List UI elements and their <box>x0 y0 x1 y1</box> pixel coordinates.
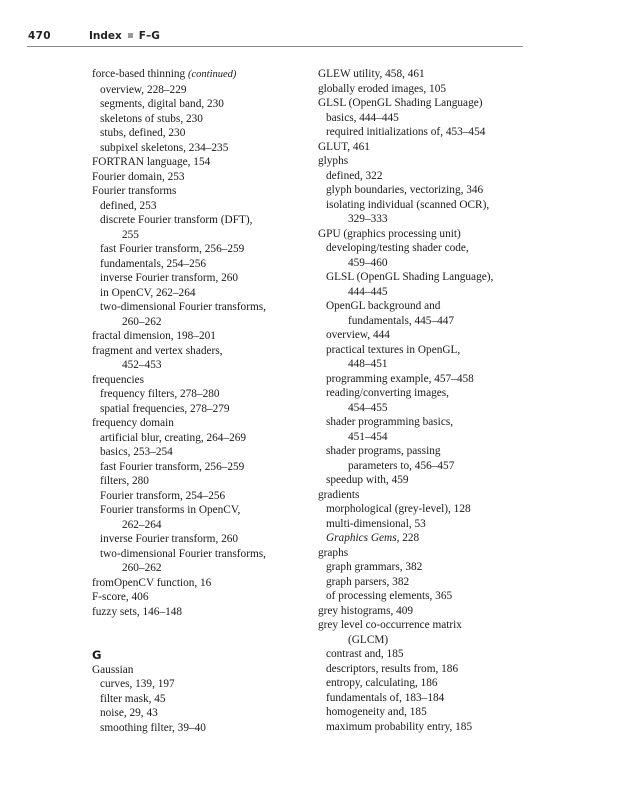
index-entry <box>318 96 528 111</box>
index-entry <box>318 720 528 735</box>
index-entry <box>92 199 307 214</box>
index-entry-text: inverse Fourier transform, 260 <box>100 272 239 284</box>
index-entry <box>318 357 528 372</box>
index-entry <box>318 401 528 416</box>
index-entry <box>92 503 307 518</box>
section-spacer <box>92 619 307 648</box>
index-entry-text: multi-dimensional, 53 <box>326 517 426 530</box>
index-entry-text: in OpenCV, 262–264 <box>100 286 196 299</box>
index-entry-text: 255 <box>122 228 139 241</box>
index-entry-text: 459–460 <box>348 256 388 269</box>
index-entry-text: spatial frequencies, 278–279 <box>100 402 230 415</box>
index-entry <box>318 372 528 387</box>
index-entry <box>318 618 528 633</box>
index-entry-text: contrast and, 185 <box>326 648 404 660</box>
index-entry <box>318 343 528 358</box>
index-entry-text: Fourier transforms <box>92 185 177 197</box>
index-entry <box>92 445 307 460</box>
index-entry-text: frequency domain <box>92 417 174 429</box>
index-entry <box>92 576 307 591</box>
index-entry-text: Fourier transform, 254–256 <box>100 489 226 502</box>
continued-marker: (continued) <box>188 69 237 80</box>
index-entry-text: isolating individual (scanned OCR), <box>326 198 490 211</box>
index-entry-text: parameters to, 456–457 <box>348 459 455 472</box>
index-entry <box>92 706 307 721</box>
index-entry-text: 454–455 <box>348 401 388 414</box>
index-entry-text: stubs, defined, 230 <box>100 127 186 139</box>
index-entry <box>92 315 307 330</box>
index-entry-text: smoothing filter, 39–40 <box>100 721 206 734</box>
index-entry <box>92 358 307 373</box>
index-entry <box>318 82 528 97</box>
index-entry <box>318 212 528 227</box>
index-entry <box>318 314 528 329</box>
index-entry-text: F-score, 406 <box>92 591 149 603</box>
index-entry <box>318 270 528 285</box>
index-entry <box>318 560 528 575</box>
index-entry-text: speedup with, 459 <box>326 474 409 486</box>
index-entry <box>92 387 307 402</box>
index-entry-text: two-dimensional Fourier transforms, <box>100 547 266 560</box>
index-entry <box>92 67 307 83</box>
index-entry <box>318 488 528 503</box>
index-entry <box>318 227 528 242</box>
index-entry-text: 260–262 <box>122 315 162 328</box>
header-section <box>89 30 160 42</box>
index-entry <box>92 460 307 475</box>
index-entry-text: gradients <box>318 488 360 501</box>
index-entry <box>92 141 307 156</box>
running-header <box>27 29 523 47</box>
index-entry-text: 452–453 <box>122 359 162 371</box>
header-section-title: Index <box>89 30 122 42</box>
index-entry <box>318 285 528 300</box>
index-entry-text: fundamentals of, 183–184 <box>326 691 445 704</box>
index-entry <box>92 184 307 199</box>
index-entry-text: developing/testing shader code, <box>326 242 469 254</box>
index-entry <box>318 546 528 561</box>
index-entry-text: morphological (grey-level), 128 <box>326 503 471 515</box>
index-entry-text: two-dimensional Fourier transforms, <box>100 301 266 313</box>
index-entry-text: curves, 139, 197 <box>100 678 175 690</box>
index-entry-text: artificial blur, creating, 264–269 <box>100 431 247 444</box>
index-entry <box>318 256 528 271</box>
index-entry <box>92 126 307 141</box>
index-entry-text: fragment and vertex shaders, <box>92 344 223 357</box>
index-entry-text: grey level co-occurrence matrix <box>318 619 462 631</box>
index-entry <box>318 386 528 401</box>
index-entry-text: GLSL (OpenGL Shading Language), <box>326 271 494 283</box>
header-separator-square <box>128 33 133 38</box>
index-entry-text: force-based thinning <box>92 68 188 80</box>
index-column-right <box>318 67 528 734</box>
index-entry-text: basics, 444–445 <box>326 111 399 124</box>
index-entry <box>92 112 307 127</box>
index-entry-text: fundamentals, 445–447 <box>348 314 455 327</box>
index-entry-text: entropy, calculating, 186 <box>326 677 438 689</box>
index-entry <box>318 473 528 488</box>
index-entry-text: GPU (graphics processing unit) <box>318 227 461 240</box>
index-entry-text: fundamentals, 254–256 <box>100 257 207 270</box>
index-entry-text: homogeneity and, 185 <box>326 706 427 718</box>
index-entry <box>92 547 307 562</box>
index-entry <box>318 198 528 213</box>
letter-heading <box>92 648 307 663</box>
index-entry <box>318 604 528 619</box>
index-entry <box>92 431 307 446</box>
index-entry <box>92 257 307 272</box>
index-entry-text: 262–264 <box>122 518 162 531</box>
index-entry-text: Fourier domain, 253 <box>92 170 185 183</box>
index-entry-text: overview, 228–229 <box>100 83 187 96</box>
index-entry <box>92 97 307 112</box>
index-entry-text: fuzzy sets, 146–148 <box>92 605 183 618</box>
index-entry <box>92 663 307 678</box>
index-entry <box>318 140 528 155</box>
index-entry-text: 448–451 <box>348 358 388 370</box>
index-entry <box>92 474 307 489</box>
index-entry-text: filter mask, 45 <box>100 692 166 705</box>
index-entry <box>318 575 528 590</box>
index-entry <box>318 647 528 662</box>
index-entry <box>92 677 307 692</box>
index-entry <box>92 605 307 620</box>
index-entry-text: fast Fourier transform, 256–259 <box>100 460 245 473</box>
index-entry <box>92 561 307 576</box>
index-entry <box>318 662 528 677</box>
index-entry <box>92 373 307 388</box>
index-entry-text: overview, 444 <box>326 329 390 341</box>
index-entry <box>318 125 528 140</box>
index-entry <box>92 170 307 185</box>
index-entry-text: fast Fourier transform, 256–259 <box>100 243 245 255</box>
index-entry-text: defined, 253 <box>100 199 157 212</box>
index-entry <box>92 692 307 707</box>
index-entry-text: discrete Fourier transform (DFT), <box>100 214 253 226</box>
index-entry-text: grey histograms, 409 <box>318 604 414 617</box>
index-entry-text: 444–445 <box>348 285 388 298</box>
index-entry <box>318 415 528 430</box>
index-entry-text: GLUT, 461 <box>318 140 370 153</box>
index-entry-text: 260–262 <box>122 562 162 574</box>
index-entry-text: inverse Fourier transform, 260 <box>100 533 239 545</box>
index-entry-text: 451–454 <box>348 430 388 443</box>
index-entry <box>318 154 528 169</box>
index-entry <box>92 286 307 301</box>
index-entry-text: frequency filters, 278–280 <box>100 388 220 400</box>
index-entry <box>318 328 528 343</box>
index-entry-text: fromOpenCV function, 16 <box>92 576 212 589</box>
index-entry <box>318 676 528 691</box>
index-entry <box>92 242 307 257</box>
index-entry-text: defined, 322 <box>326 169 383 182</box>
index-entry <box>318 691 528 706</box>
index-entry <box>92 213 307 228</box>
index-entry <box>92 344 307 359</box>
index-entry-text: 329–333 <box>348 213 388 225</box>
index-entry-text: graphs <box>318 546 349 559</box>
index-entry-text: shader programs, passing <box>326 445 441 457</box>
index-entry-text: FORTRAN language, 154 <box>92 156 211 168</box>
index-entry-text: OpenGL background and <box>326 300 441 312</box>
index-entry-text: noise, 29, 43 <box>100 707 158 719</box>
index-entry <box>92 271 307 286</box>
index-entry-text: glyphs <box>318 155 349 167</box>
index-entry <box>92 155 307 170</box>
index-entry-text: G <box>92 648 102 662</box>
index-entry <box>92 489 307 504</box>
index-entry <box>318 169 528 184</box>
index-entry-text: practical textures in OpenGL, <box>326 343 461 356</box>
index-entry-text: Gaussian <box>92 663 134 676</box>
index-entry <box>318 241 528 256</box>
index-entry-text: shader programming basics, <box>326 416 454 428</box>
index-entry-text: frequencies <box>92 373 145 386</box>
index-entry-text: Fourier transforms in OpenCV, <box>100 504 241 516</box>
index-entry <box>318 67 528 82</box>
index-entry <box>318 444 528 459</box>
index-entry <box>92 83 307 98</box>
index-entry-text: of processing elements, 365 <box>326 590 453 602</box>
index-entry <box>318 502 528 517</box>
index-entry <box>92 402 307 417</box>
index-entry-text: glyph boundaries, vectorizing, 346 <box>326 184 484 196</box>
index-entry <box>318 705 528 720</box>
index-entry <box>318 299 528 314</box>
index-entry-text: required initializations of, 453–454 <box>326 126 486 138</box>
index-entry <box>318 531 528 546</box>
index-entry <box>318 633 528 648</box>
index-entry <box>318 183 528 198</box>
index-entry <box>92 532 307 547</box>
index-entry-text: graph parsers, 382 <box>326 575 410 588</box>
index-entry-text: Graphics Gems, 228 <box>326 532 420 544</box>
index-entry <box>318 517 528 532</box>
index-entry-text: (GLCM) <box>348 633 389 646</box>
index-entry <box>318 459 528 474</box>
page-number: 470 <box>28 30 51 42</box>
index-entry-text: skeletons of stubs, 230 <box>100 112 203 125</box>
index-entry-text: reading/converting images, <box>326 387 449 399</box>
index-entry-text: filters, 280 <box>100 475 149 487</box>
index-entry <box>92 518 307 533</box>
index-entry <box>318 589 528 604</box>
index-entry <box>318 430 528 445</box>
header-letter-range: F–G <box>138 30 160 42</box>
index-entry-text: programming example, 457–458 <box>326 372 474 385</box>
index-entry <box>92 329 307 344</box>
index-entry <box>92 721 307 736</box>
index-entry-text: graph grammars, 382 <box>326 561 423 573</box>
index-entry-text: descriptors, results from, 186 <box>326 662 459 675</box>
index-entry-text: GLEW utility, 458, 461 <box>318 68 425 80</box>
index-entry <box>92 300 307 315</box>
index-entry-text: maximum probability entry, 185 <box>326 720 473 733</box>
index-entry <box>92 228 307 243</box>
index-entry-text: fractal dimension, 198–201 <box>92 330 216 342</box>
index-entry-text: segments, digital band, 230 <box>100 98 224 110</box>
index-entry <box>92 590 307 605</box>
index-entry-text: GLSL (OpenGL Shading Language) <box>318 97 483 109</box>
index-entry-text: globally eroded images, 105 <box>318 82 447 95</box>
index-entry-text: subpixel skeletons, 234–235 <box>100 141 229 154</box>
index-entry <box>92 416 307 431</box>
index-entry <box>318 111 528 126</box>
index-column-left <box>92 67 307 735</box>
index-entry-text: basics, 253–254 <box>100 446 173 458</box>
